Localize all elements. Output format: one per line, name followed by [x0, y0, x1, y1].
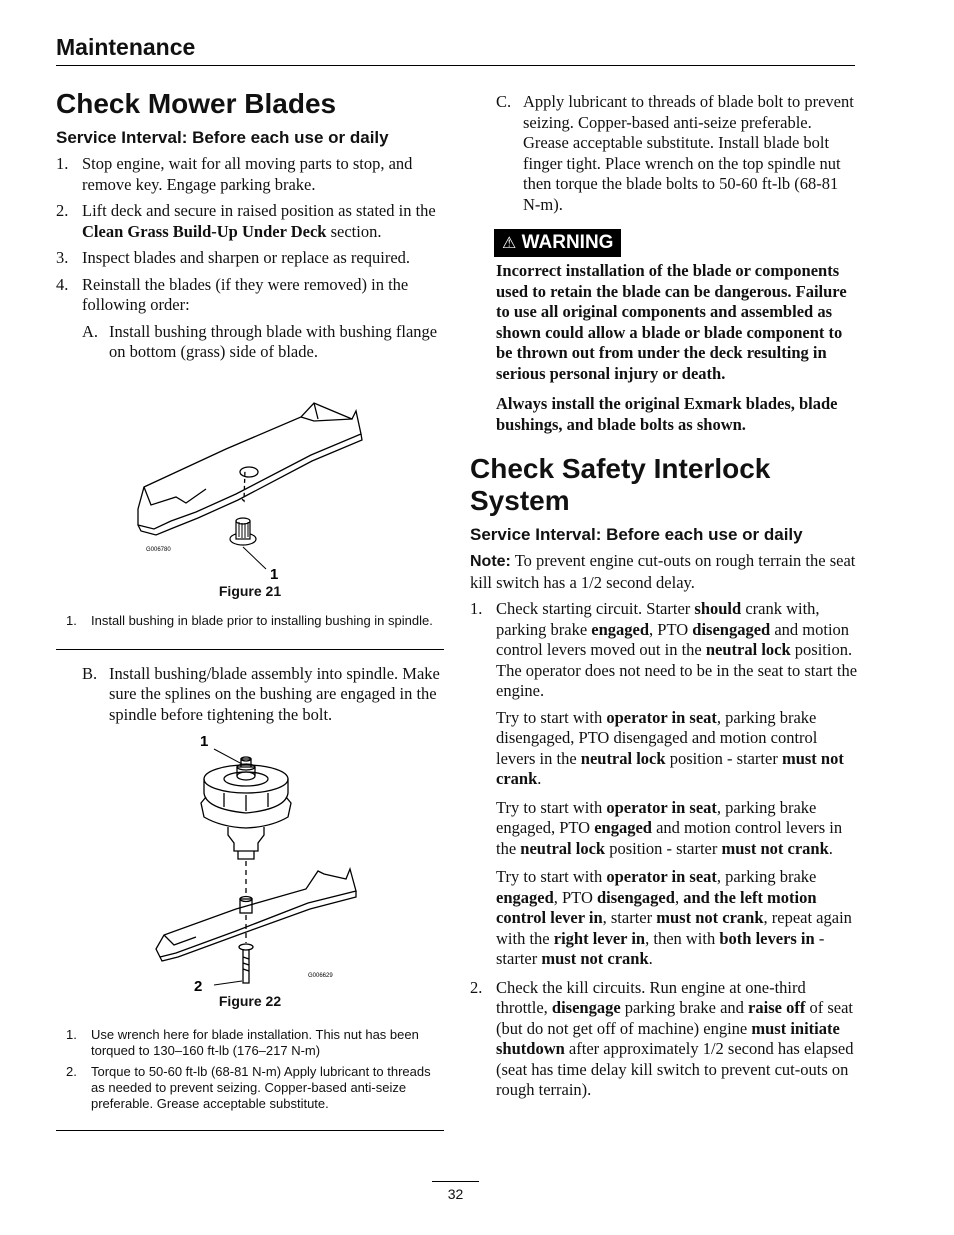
callout-note: 2. Torque to 50-60 ft-lb (68-81 N-m) Apply lubricant to threads as needed to prevent seizing. Copper-based anti-seize preferable. Grease acceptable substitute.	[66, 1064, 431, 1111]
figure-rule	[56, 649, 444, 650]
callout-note: 1. Use wrench here for blade installation. This nut has been torqued to 130–160 ft-lb (176–217 N-m)	[66, 1027, 419, 1058]
callout-note: 1. Install bushing in blade prior to installing bushing in spindle.	[66, 612, 433, 628]
step-3: 3. Inspect blades and sharpen or replace as required.	[56, 248, 411, 267]
figure-caption: Figure 21	[218, 582, 282, 599]
test-paragraph: Try to start with operator in seat, parking brake engaged, PTO engaged and motion control levers in the neutral lock position - starter must not crank.	[496, 797, 843, 858]
spindle-assembly-illustration	[56, 731, 444, 1009]
left-column	[56, 88, 444, 1131]
step-2: 2. Lift deck and secure in raised position as stated in the Clean Grass Build-Up Under Deck section.	[56, 201, 436, 241]
figure-21-notes	[56, 613, 444, 629]
warning-triangle-icon: ⚠	[502, 235, 517, 252]
figure-22	[56, 731, 444, 1009]
step-1: 1. Stop engine, wait for all moving parts to stop, and remove key. Engage parking brake.	[56, 154, 413, 194]
warning-text-original-parts: Always install the original Exmark blades, blade bushings, and blade bolts as shown.	[496, 394, 838, 434]
step-1-starting-circuit: 1. Check starting circuit. Starter should crank with, parking brake engaged, PTO disengaged and motion control levers moved out in the neutral lock position. The operator does not need to be in the seat to start the engine.	[470, 599, 858, 700]
right-column	[470, 92, 858, 1107]
substep-b: B. Install bushing/blade assembly into spindle. Make sure the splines on the bushing are engaged in the spindle before tightening the bolt.	[82, 663, 440, 724]
test-paragraph: Try to start with operator in seat, parking brake engaged, PTO disengaged, and the left motion control lever in, starter must not crank, repeat again with the right lever in, then with both levers in - starter must not crank.	[496, 867, 852, 968]
warning-badge	[494, 229, 621, 257]
callout-1: 1	[200, 733, 209, 750]
test-paragraph: Try to start with operator in seat, parking brake disengaged, PTO disengaged and motion control levers in the neutral lock position - starter must not crank.	[496, 707, 844, 788]
section-title-safety-interlock: Check Safety Interlock System	[470, 453, 771, 516]
page-number: 32	[447, 1186, 464, 1202]
callout-2: 2	[194, 978, 203, 995]
note-label: Note:	[470, 553, 511, 570]
substep-c: C. Apply lubricant to threads of blade bolt to prevent seizing. Copper-based anti-seize preferable. Grease acceptable substitute. Install blade bolt finger tight. Place wrench on the top spindle nut then torque the blade bolts to 50-60 ft-lb (68-81 N-m).	[496, 92, 854, 214]
step-4: 4. Reinstall the blades (if they were removed) in the following order:	[56, 274, 409, 314]
figure-code: G006780	[146, 546, 171, 553]
service-interval: Service Interval: Before each use or daily	[470, 525, 803, 544]
figure-21	[56, 369, 444, 601]
step-2-kill-circuits: 2. Check the kill circuits. Run engine at one-third throttle, disengage parking brake and raise off of seat (but do not get off of machine) engine must initiate shutdown after approximately 1/2 second has elapsed (seat has time delay kill switch to prevent cut-outs on rough terrain).	[470, 977, 854, 1099]
figure-rule	[56, 1130, 444, 1131]
blade-bushing-illustration	[56, 369, 444, 601]
warning-label: WARNING	[521, 232, 614, 253]
substep-a: A. Install bushing through blade with bushing flange on bottom (grass) side of blade.	[82, 321, 438, 361]
header-rule	[56, 65, 855, 66]
figure-caption: Figure 22	[218, 993, 282, 1009]
page-number-rule	[432, 1181, 479, 1182]
service-interval: Service Interval: Before each use or daily	[56, 128, 389, 147]
warning-text: Incorrect installation of the blade or components used to retain the blade can be dangerous. Failure to use all original components and assembled as shown could allow a blade or blade component to be thrown out from under the deck resulting in serious personal injury or death.	[496, 261, 847, 383]
note: Note: To prevent engine cut-outs on rough terrain the seat kill switch has a 1/2 second delay.	[470, 551, 856, 592]
figure-22-notes	[56, 1027, 444, 1112]
section-header: Maintenance	[56, 34, 196, 60]
figure-code: G006629	[308, 973, 333, 979]
callout-1: 1	[270, 565, 279, 583]
section-title-mower-blades: Check Mower Blades	[56, 88, 337, 119]
